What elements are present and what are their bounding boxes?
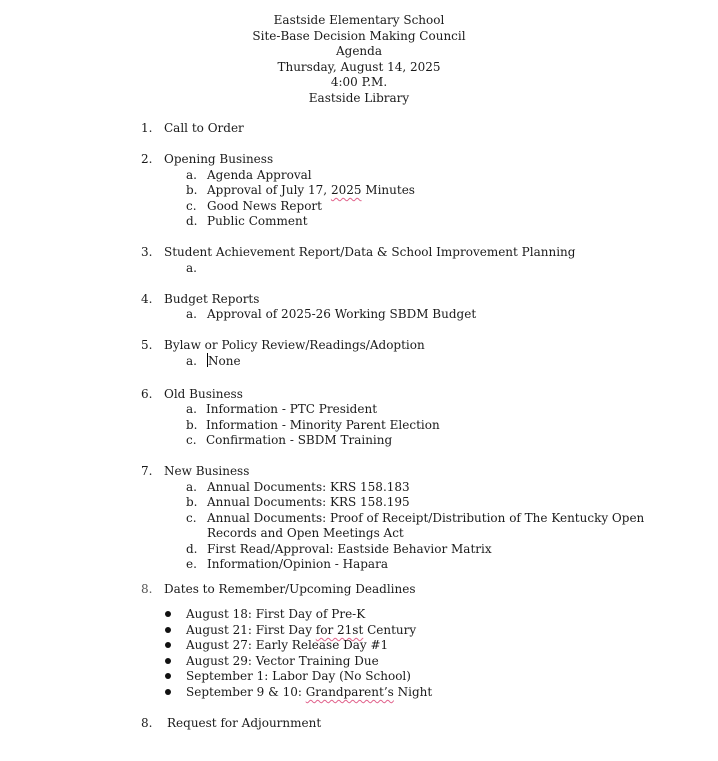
sub-letter: b.: [186, 418, 198, 432]
sub-item-text: Public Comment: [207, 214, 308, 228]
item-number: 7.: [141, 464, 153, 478]
meeting-time: 4:00 P.M.: [330, 75, 388, 89]
sub-letter: d.: [186, 542, 198, 556]
sub-item-text: Good News Report: [207, 199, 322, 213]
sub-item-text[interactable]: None: [208, 354, 241, 368]
item-title: Budget Reports: [164, 292, 260, 306]
item-title: Opening Business: [164, 152, 274, 166]
text-cursor: [207, 353, 208, 367]
sub-item-text: First Read/Approval: Eastside Behavior Matrix: [207, 542, 492, 556]
item-number: 4.: [141, 292, 153, 306]
sub-item-text: Confirmation - SBDM Training: [206, 433, 393, 447]
sub-item-text-continued: Records and Open Meetings Act: [207, 526, 404, 540]
sub-letter: d.: [186, 214, 198, 228]
bullet-dot: [165, 673, 171, 679]
sub-letter: b.: [186, 495, 198, 509]
bullet-dot: [165, 611, 171, 617]
bullet-text: September 1: Labor Day (No School): [186, 669, 411, 683]
school-name: Eastside Elementary School: [273, 13, 445, 27]
sub-letter: c.: [186, 511, 197, 525]
council-name: Site-Base Decision Making Council: [252, 29, 466, 43]
sub-letter: c.: [186, 199, 197, 213]
meeting-date: Thursday, August 14, 2025: [277, 60, 441, 74]
item-number: 2.: [141, 152, 153, 166]
bullet-text: August 21: First Day for 21st Century: [186, 623, 417, 637]
spellcheck-flag[interactable]: for 21st: [315, 623, 364, 637]
item-title: Bylaw or Policy Review/Readings/Adoption: [164, 338, 425, 352]
sub-item-text: Annual Documents: KRS 158.183: [207, 480, 410, 494]
item-title: Request for Adjournment: [167, 716, 322, 730]
sub-letter: a.: [186, 480, 197, 494]
sub-item-text: Annual Documents: Proof of Receipt/Distribution of The Kentucky Open: [207, 511, 645, 525]
sub-letter: c.: [186, 433, 197, 447]
bullet-dot: [165, 642, 171, 648]
bullet-dot: [165, 658, 171, 664]
sub-letter: a.: [186, 402, 197, 416]
bullet-text: August 27: Early Release Day #1: [186, 638, 389, 652]
item-number: 6.: [141, 387, 153, 401]
sub-letter: a.: [186, 307, 197, 321]
bullet-text: August 18: First Day of Pre-K: [186, 607, 366, 621]
sub-item-text: Approval of 2025-26 Working SBDM Budget: [207, 307, 477, 321]
item-title: Student Achievement Report/Data & School Improvement Planning: [164, 245, 576, 259]
document-type: Agenda: [335, 44, 382, 58]
bullet-text: August 29: Vector Training Due: [186, 654, 379, 668]
item-number: 1.: [141, 121, 153, 135]
bullet-dot: [165, 689, 171, 695]
sub-item-text: Annual Documents: KRS 158.195: [207, 495, 410, 509]
sub-letter: b.: [186, 183, 198, 197]
bullet-text: September 9 & 10: Grandparent’s Night: [186, 685, 433, 699]
item-title: Call to Order: [164, 121, 244, 135]
meeting-location: Eastside Library: [308, 91, 410, 105]
sub-item-text: Agenda Approval: [207, 168, 312, 182]
item-number: 3.: [141, 245, 153, 259]
bullet-dot: [165, 627, 171, 633]
sub-letter: a.: [186, 168, 197, 182]
item-title: New Business: [164, 464, 250, 478]
sub-item-text: Information/Opinion - Hapara: [207, 557, 388, 571]
spellcheck-flag[interactable]: Grandparent’s: [305, 685, 394, 699]
spellcheck-flag[interactable]: 2025: [330, 183, 362, 197]
sub-item-text: Approval of July 17, 2025 Minutes: [207, 183, 415, 197]
sub-letter: e.: [186, 557, 197, 571]
sub-item-text: Information - Minority Parent Election: [206, 418, 440, 432]
item-number: 8.: [141, 582, 153, 596]
item-number: 5.: [141, 338, 153, 352]
sub-letter: a.: [186, 261, 197, 275]
sub-letter: a.: [186, 354, 197, 368]
item-number: 8.: [141, 716, 153, 730]
item-title: Old Business: [164, 387, 243, 401]
item-title: Dates to Remember/Upcoming Deadlines: [164, 582, 416, 596]
sub-item-text: Information - PTC President: [206, 402, 378, 416]
